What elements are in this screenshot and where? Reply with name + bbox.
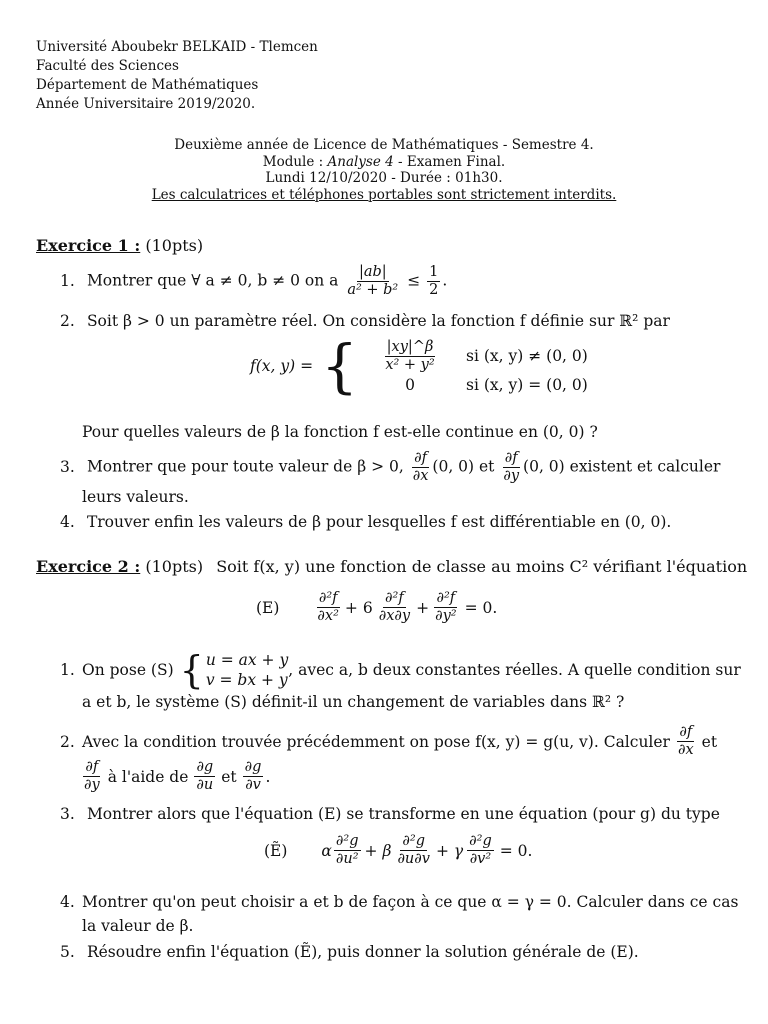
equation-E-tilde: (Ẽ) α $\frac{\text{∂²g}}{\text{∂u²}}$ + β $\frac{\text{∂²g}}{\partial u\partial v}$ + γ $\frac{\text{∂²g}}{\text{∂v²}}$ = 0.: [264, 833, 533, 867]
header-year: Année Universitaire 2019/2020.: [36, 96, 256, 112]
header-department: Département de Mathématiques: [36, 77, 259, 93]
header-faculty: Faculté des Sciences: [36, 58, 179, 74]
equation-E: (E) $\frac{\text{∂²f}}{\text{∂x²}}$ + 6 $\frac{\text{∂²f}}{\partial x\partial y}$ + $\frac{\text{∂²f}}{\text{∂y²}}$ = 0.: [256, 590, 498, 624]
case-2: 0 si (x, y) = (0, 0): [405, 375, 588, 394]
ex1-question-4: 4. Trouver enfin les valeurs de β pour lesquelles f est différentiable en (0, 0).: [60, 513, 672, 531]
header-university: Université Aboubekr BELKAID - Tlemcen: [36, 39, 318, 55]
case-1: $\frac{|xy|\^{}\beta}{\text{x² + y²}}$ si (x, y) ≠ (0, 0): [385, 338, 588, 373]
system-S: u = ax + y v = bx + y: [205, 651, 289, 689]
ex2-question-3: 3. Montrer alors que l'équation (E) se transforme en une équation (pour g) du type: [60, 805, 720, 823]
exam-rules: Les calculatrices et téléphones portables sont strictement interdits.: [151, 186, 617, 203]
ex1-question-2-ask: Pour quelles valeurs de β la fonction f est-elle continue en (0, 0) ?: [82, 423, 598, 441]
ex2-question-2: 2. Avec la condition trouvée précédemment on pose f(x, y) = g(u, v). Calculer $\frac{\partial f}{\partial x}$ et $\frac{\partial f}{\partial y}$ à l'aide de $\frac{\partial g}{\partial u}$ et $\frac{\partial g}{\partial v}$ .: [60, 724, 718, 793]
ex2-question-1: 1. On pose (S) { u = ax + y v = bx + y , avec a, b deux constantes réelles. A quelle condition sur a et b, le système (S) définit-il un changement de variables dans ℝ² ?: [60, 648, 741, 711]
exercise1-heading: [36, 236, 203, 255]
exercise2-heading: [36, 557, 747, 576]
exam-level: Deuxième année de Licence de Mathématiques - Semestre 4.: [174, 137, 594, 153]
ratio-fraction: $\frac{|ab|}{\text{a² + b²}}$: [347, 264, 399, 298]
exercise1-title: Exercice 1 :: [36, 236, 141, 255]
ex1-question-1: 1. Montrer que ∀ a ≠ 0, b ≠ 0 on a $\frac{|ab|}{\text{a² + b²}}$ ≤ $\frac{1}{2}$ .: [60, 264, 448, 298]
exam-info: [0, 137, 768, 203]
exam-module: Module : Analyse 4 - Examen Final.: [262, 153, 506, 170]
ex2-question-4: 4. Montrer qu'on peut choisir a et b de façon à ce que α = γ = 0. Calculer dans ce cas la valeur de β.: [60, 893, 739, 935]
left-brace: {: [321, 332, 359, 400]
half-fraction: $\frac{1}{2}$: [429, 264, 439, 298]
university-header: [36, 38, 318, 114]
module-name: Analyse 4: [327, 153, 394, 170]
exercise2-points: (10pts): [145, 557, 204, 576]
ex1-question-2: 2. Soit β > 0 un paramètre réel. On considère la fonction f définie sur ℝ² par: [60, 312, 670, 330]
exercise2-intro: Soit f(x, y) une fonction de classe au moins C² vérifiant l'équation: [216, 557, 748, 576]
function-definition: f(x, y) = { $\frac{|xy|\^{}\beta}{\text{x² + y²}}$ si (x, y) ≠ (0, 0) 0 si (x, y) = (0, 0): [250, 332, 588, 400]
ex1-question-3: 3. Montrer que pour toute valeur de β > 0, $\frac{\partial f}{\partial x}$ (0, 0) et $\frac{\partial f}{\partial y}$ (0, 0) existent et calculer leurs valeurs.: [60, 450, 721, 506]
exercise2-title: Exercice 2 :: [36, 557, 141, 576]
exam-date: Lundi 12/10/2020 - Durée : 01h30.: [265, 170, 503, 186]
ex2-question-5: 5. Résoudre enfin l'équation (Ẽ), puis donner la solution générale de (E).: [60, 943, 639, 961]
exercise1-points: (10pts): [145, 236, 204, 255]
